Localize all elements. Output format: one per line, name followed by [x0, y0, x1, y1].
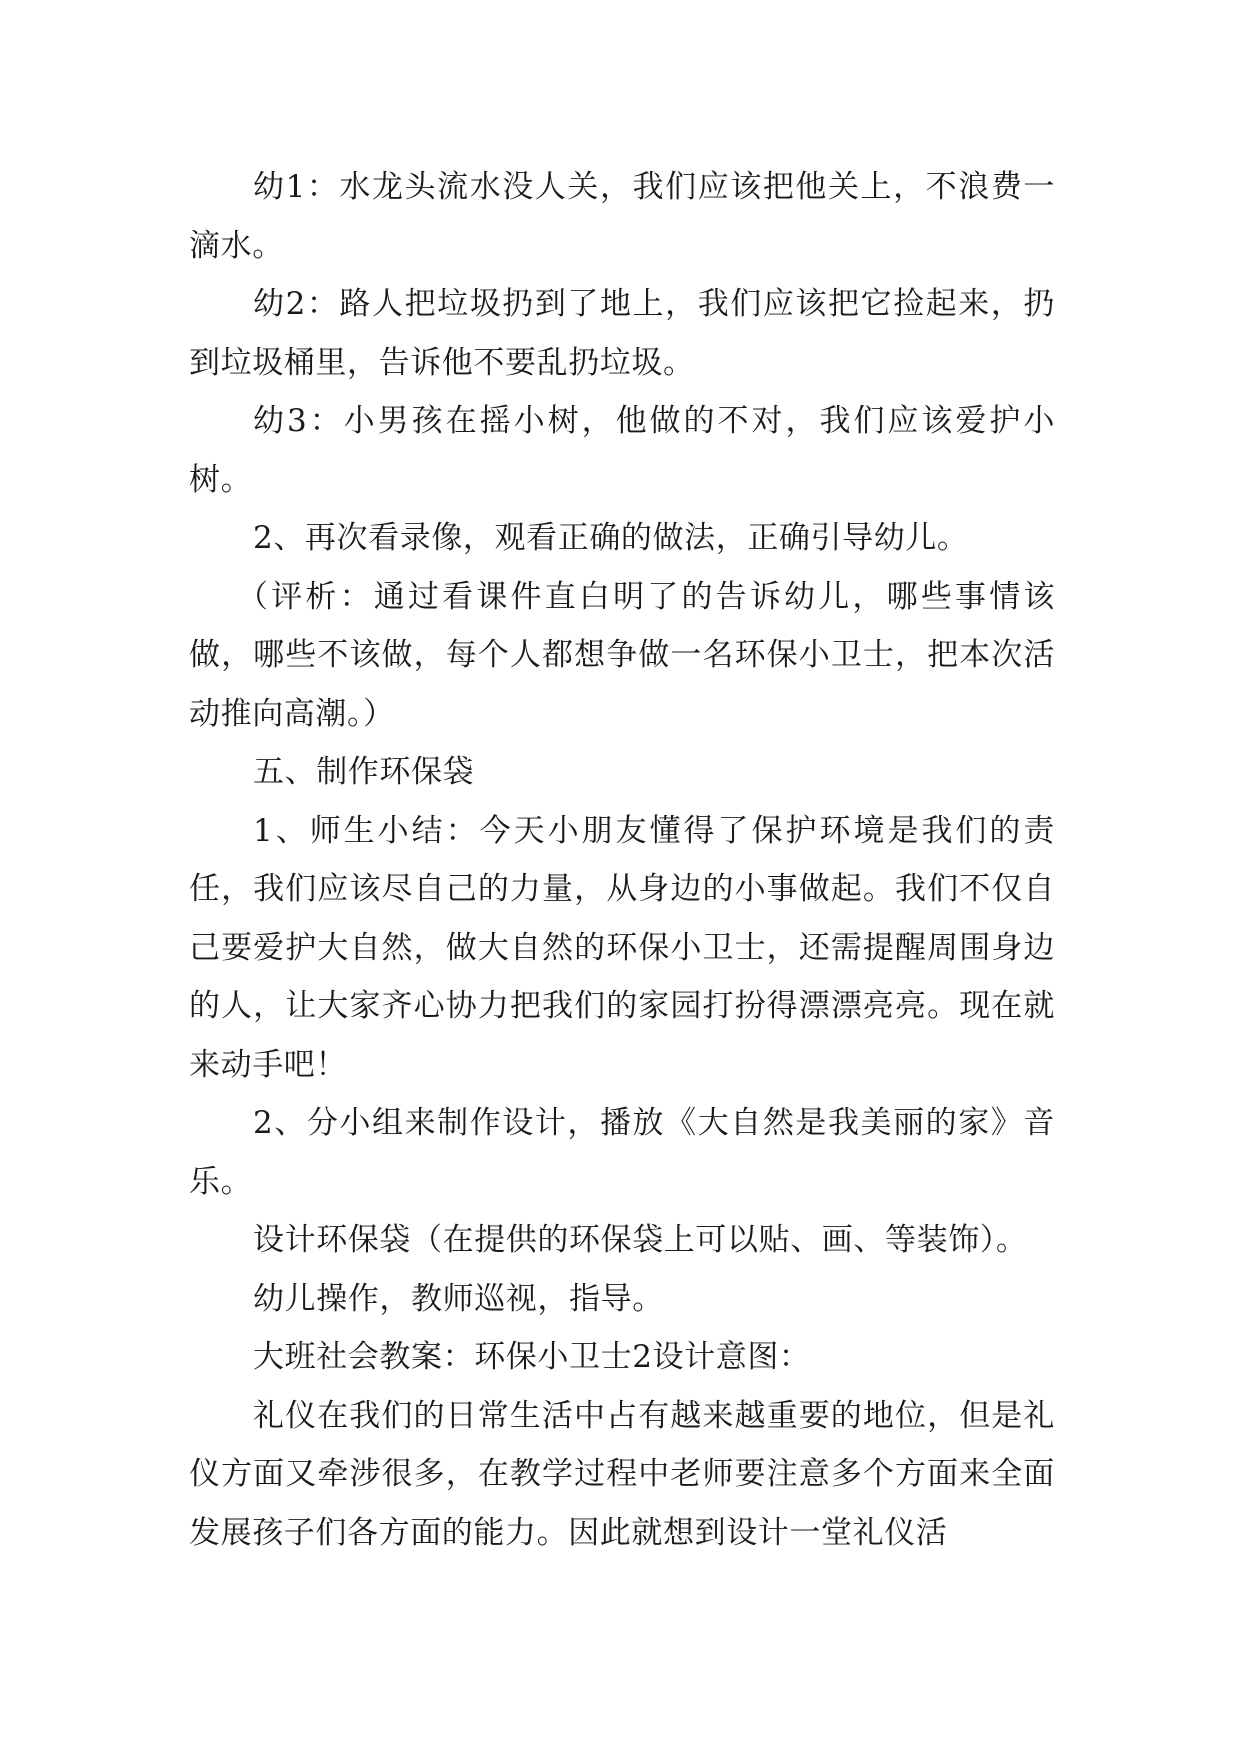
section-heading-make-eco-bag: 五、制作环保袋 — [253, 754, 475, 790]
document-body — [189, 158, 1055, 1562]
paragraph-design-bag: 设计环保袋（在提供的环保袋上可以贴、画、等装饰）。 — [253, 1222, 1028, 1258]
paragraph-group-design: 2、分小组来制作设计，播放《大自然是我美丽的家》音乐。 — [189, 1105, 1055, 1200]
paragraph-child-2: 幼2：路人把垃圾扔到了地上，我们应该把它捡起来，扔到垃圾桶里，告诉他不要乱扔垃圾。 — [189, 286, 1055, 381]
paragraph-child-1: 幼1：水龙头流水没人关，我们应该把他关上，不浪费一滴水。 — [189, 169, 1055, 264]
paragraph-etiquette-intro: 礼仪在我们的日常生活中占有越来越重要的地位，但是礼仪方面又牵涉很多，在教学过程中老师要注意多个方面来全面发展孩子们各方面的能力。因此就想到设计一堂礼仪活 — [189, 1397, 1055, 1551]
paragraph-watch-video-again: 2、再次看录像，观看正确的做法，正确引导幼儿。 — [253, 520, 969, 556]
paragraph-child-operation: 幼儿操作，教师巡视，指导。 — [253, 1280, 664, 1317]
lesson-plan-title: 大班社会教案：环保小卫士2设计意图： — [253, 1339, 811, 1375]
paragraph-child-3: 幼3：小男孩在摇小树，他做的不对，我们应该爱护小树。 — [189, 403, 1055, 498]
paragraph-summary: 1、师生小结：今天小朋友懂得了保护环境是我们的责任，我们应该尽自己的力量，从身边的小事做起。我们不仅自己要爱护大自然，做大自然的环保小卫士，还需提醒周围身边的人，让大家齐心协力把我们的家园打扮得漂漂亮亮。现在就来动手吧！ — [189, 812, 1055, 1083]
paragraph-commentary: （评析：通过看课件直白明了的告诉幼儿，哪些事情该做，哪些不该做，每个人都想争做一名环保小卫士，把本次活动推向高潮。） — [189, 578, 1055, 732]
